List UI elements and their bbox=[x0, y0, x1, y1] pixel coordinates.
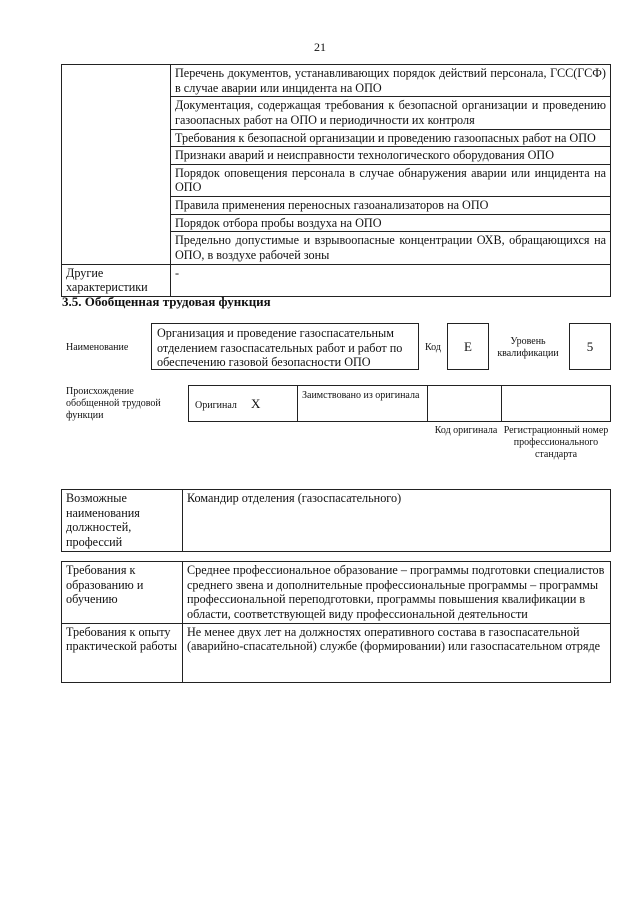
table-row bbox=[62, 562, 611, 624]
positions-table bbox=[61, 489, 611, 552]
table-row bbox=[62, 65, 611, 97]
empty-label-cell bbox=[62, 65, 171, 265]
table-row bbox=[62, 264, 611, 296]
experience-value: Не менее двух лет на должностях оперативного состава в газоспасательной (аварийно-спасательной) службе (формировании) или газоспасательном отряде bbox=[183, 623, 611, 682]
knowledge-item: Признаки аварий и неисправности технологического оборудования ОПО bbox=[171, 147, 611, 165]
code-caption: Код оригинала bbox=[434, 425, 498, 436]
knowledge-item: Перечень документов, устанавливающих порядок действий персонала, ГСС(ГСФ) в случае аварии или инцидента на ОПО bbox=[171, 65, 611, 97]
original-mark: X bbox=[251, 396, 261, 411]
knowledge-item: Правила применения переносных газоанализаторов на ОПО bbox=[171, 197, 611, 215]
positions-label: Возможные наименования должностей, профессий bbox=[62, 490, 183, 552]
code-label: Код bbox=[425, 342, 441, 353]
divider bbox=[501, 386, 502, 421]
reg-number-caption: Регистрационный номер профессионального стандарта bbox=[503, 425, 609, 460]
knowledge-item: Порядок отбора пробы воздуха на ОПО bbox=[171, 214, 611, 232]
function-name-value: Организация и проведение газоспасательным отделением газоспасательных работ и работ по обеспечению газовой безопасности ОПО bbox=[151, 323, 419, 370]
knowledge-item: Предельно допустимые и взрывоопасные концентрации ОХВ, обращающихся на ОПО, в воздухе рабочей зоны bbox=[171, 232, 611, 264]
divider bbox=[427, 386, 428, 421]
knowledge-table bbox=[61, 64, 611, 297]
positions-value: Командир отделения (газоспасательного) bbox=[183, 490, 611, 552]
name-label: Наименование bbox=[66, 342, 129, 353]
knowledge-item: Порядок оповещения персонала в случае обнаружения аварии или инцидента на ОПО bbox=[171, 164, 611, 196]
table-row bbox=[62, 623, 611, 682]
page-number: 21 bbox=[314, 40, 326, 54]
divider bbox=[297, 386, 298, 421]
original-label: Оригинал bbox=[195, 400, 237, 411]
experience-label: Требования к опыту практической работы bbox=[62, 623, 183, 682]
level-label: Уровень квалификации bbox=[497, 336, 559, 359]
level-value: 5 bbox=[569, 323, 611, 370]
other-characteristics-label: Другие характеристики bbox=[62, 264, 171, 296]
knowledge-item: Документация, содержащая требования к безопасной организации и проведению газоопасных работ на ОПО и периодичности их контроля bbox=[171, 97, 611, 129]
code-value: E bbox=[447, 323, 489, 370]
education-label: Требования к образованию и обучению bbox=[62, 562, 183, 624]
table-row bbox=[62, 490, 611, 552]
other-characteristics-value: - bbox=[171, 264, 611, 296]
education-value: Среднее профессиональное образование – программы подготовки специалистов среднего звена и дополнительные профессиональные программы – программы профессиональной переподготовки, программы повышения квалификации в области, соответствующей виду профессиональной деятельности bbox=[183, 562, 611, 624]
origin-label: Происхождение обобщенной трудовой функции bbox=[66, 386, 161, 421]
knowledge-item: Требования к безопасной организации и проведению газоопасных работ на ОПО bbox=[171, 129, 611, 147]
section-heading: 3.5. Обобщенная трудовая функция bbox=[62, 294, 271, 309]
requirements-table bbox=[61, 561, 611, 683]
borrowed-label: Заимствовано из оригинала bbox=[302, 390, 420, 401]
